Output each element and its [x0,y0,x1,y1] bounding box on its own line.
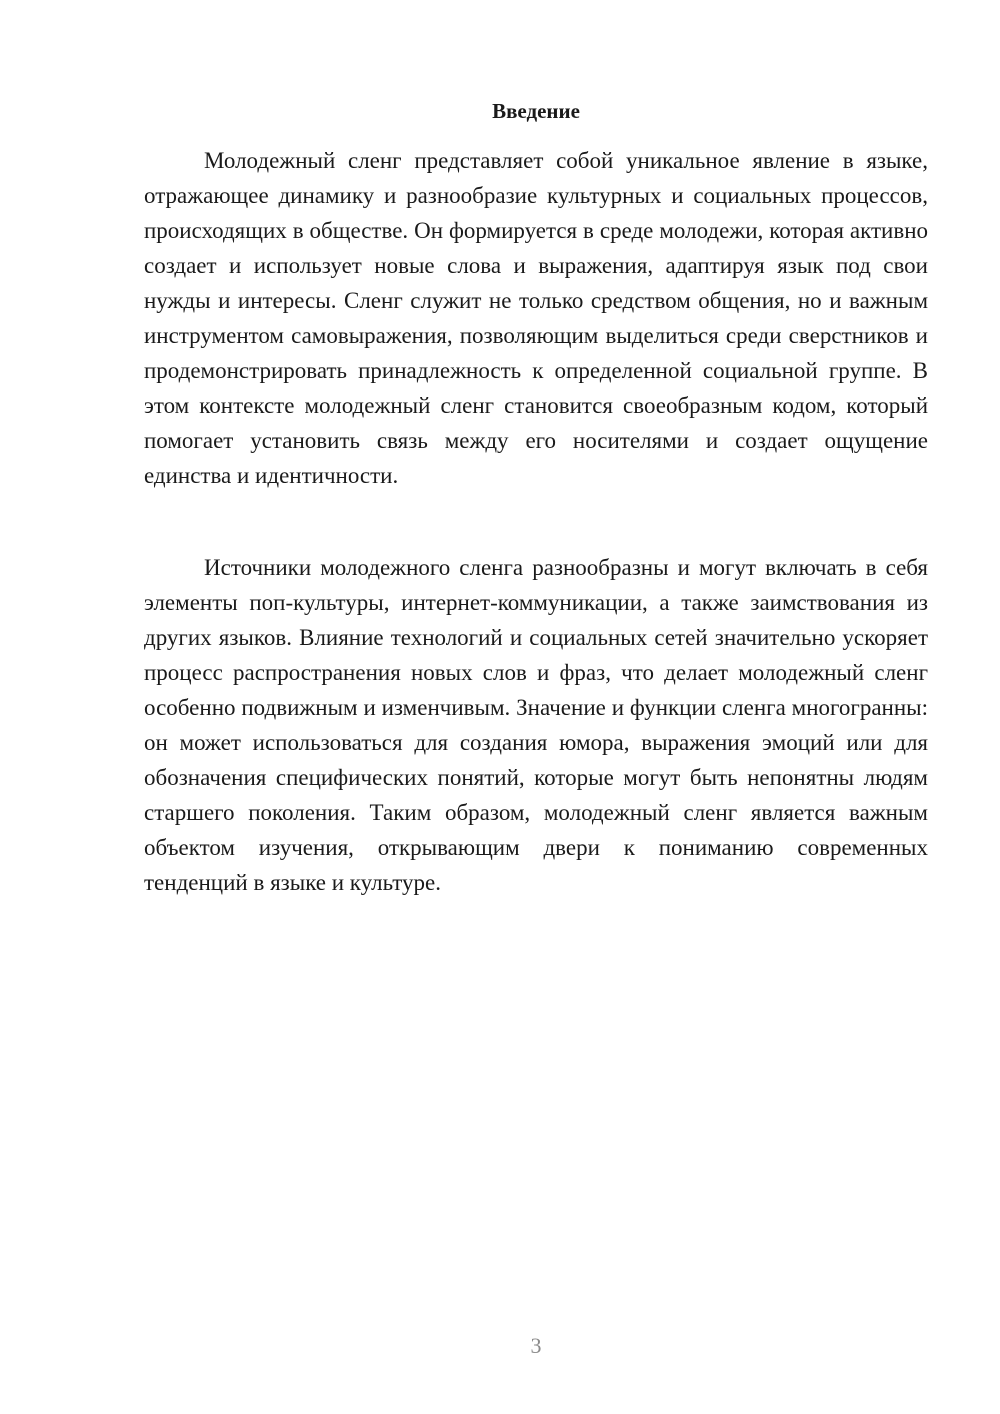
body-paragraph-1: Молодежный сленг представляет собой уникальное явление в языке, отражающее динамику и разнообразие культурных и социальных процессов, происходящих в обществе. Он формируется в среде молодежи, которая активно создает и использует новые слова и выражения, адаптируя язык под свои нужды и интересы. Сленг служит не только средством общения, но и важным инструментом самовыражения, позволяющим выделиться среди сверстников и продемонстрировать принадлежность к определенной социальной группе. В этом контексте молодежный сленг становится своеобразным кодом, который помогает установить связь между его носителями и создает ощущение единства и идентичности. [144,148,928,488]
page-number: 3 [530,1333,542,1358]
section-heading: Введение [492,99,580,123]
body-paragraph-2: Источники молодежного сленга разнообразны и могут включать в себя элементы поп-культуры, интернет-коммуникации, а также заимствования из других языков. Влияние технологий и социальных сетей значительно ускоряет процесс распространения новых слов и фраз, что делает молодежный сленг особенно подвижным и изменчивым. Значение и функции сленга многогранны: он может использоваться для создания юмора, выражения эмоций или для обозначения специфических понятий, которые могут быть непонятны людям старшего поколения. Таким образом, молодежный сленг является важным объектом изучения, открывающим двери к пониманию современных тенденций в языке и культуре. [144,555,928,895]
